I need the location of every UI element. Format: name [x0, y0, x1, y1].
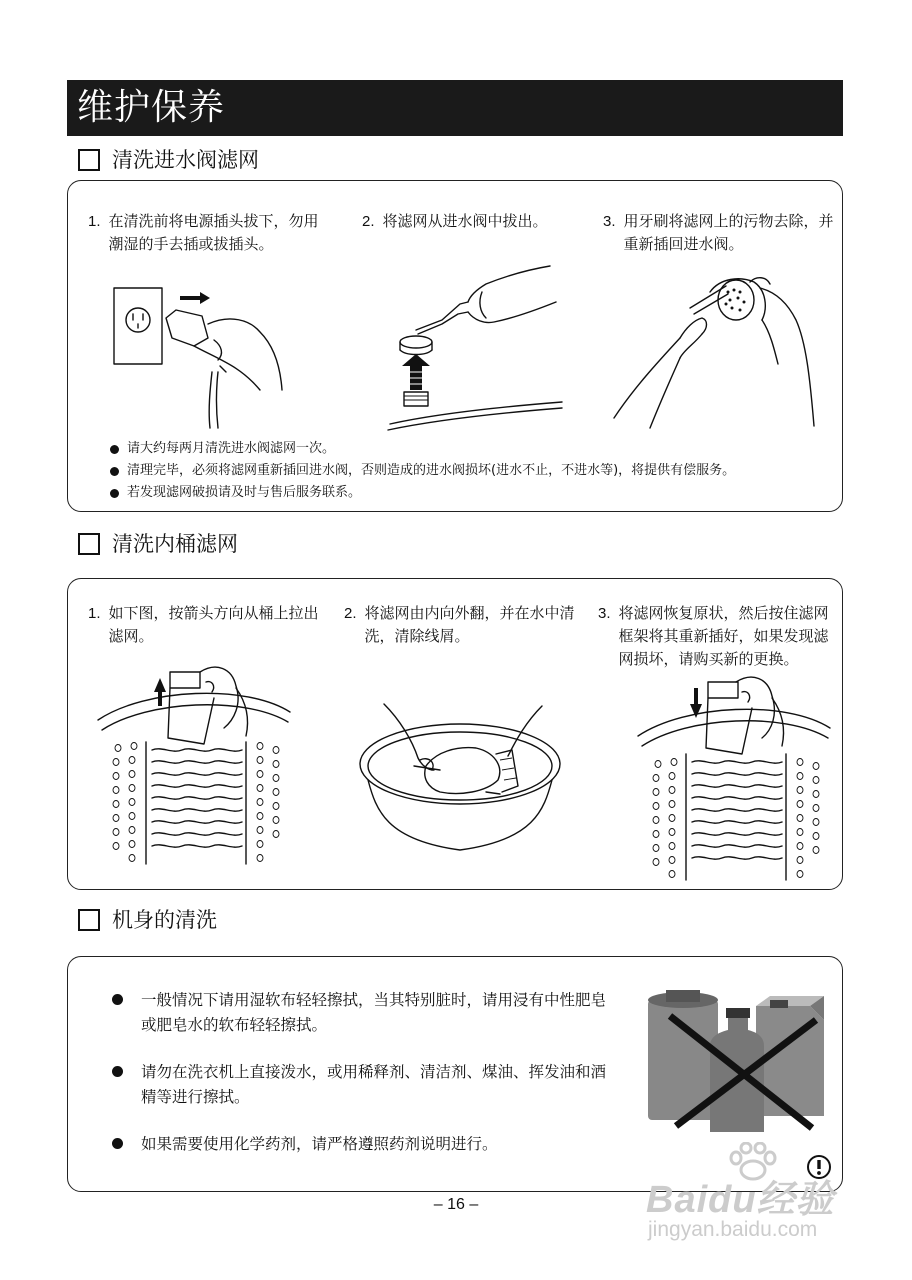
bullet-item: 一般情况下请用湿软布轻轻擦拭，当其特别脏时，请用浸有中性肥皂或肥皂水的软布轻轻擦拭。	[112, 988, 612, 1038]
checkbox-square-icon	[78, 533, 100, 555]
bullet-item: 如果需要使用化学药剂，请严格遵照药剂说明进行。	[112, 1132, 612, 1157]
section-heading-tub-filter	[78, 530, 238, 558]
page-title: 维护保养	[67, 80, 843, 136]
step-2: 2. 将滤网从进水阀中拔出。	[362, 212, 548, 230]
bullet-item: 请勿在洗衣机上直接泼水，或用稀释剂、清洁剂、煤油、挥发油和酒精等进行擦拭。	[112, 1060, 612, 1110]
basin-wash-illustration	[356, 700, 566, 860]
pull-filter-illustration	[386, 262, 566, 432]
checkbox-square-icon	[78, 149, 100, 171]
step-1: 1. 在清洗前将电源插头拔下，勿用潮湿的手去插或拔插头。	[88, 212, 319, 253]
no-chemicals-illustration	[640, 986, 830, 1136]
watermark-brand: Baidu经验	[646, 1179, 835, 1221]
step-1: 1. 如下图，按箭头方向从桶上拉出滤网。	[88, 604, 319, 645]
watermark	[646, 1148, 852, 1246]
checkbox-square-icon	[78, 909, 100, 931]
watermark-url: jingyan.baidu.com	[648, 1218, 818, 1241]
tub-filter-pull-illustration	[96, 658, 292, 870]
section-heading-text: 清洗内桶滤网	[112, 532, 238, 556]
note-item: 若发现滤网破损请及时与售后服务联系。	[110, 482, 361, 504]
unplug-illustration	[110, 280, 290, 430]
note-item: 请大约每两月清洗进水阀滤网一次。	[110, 438, 335, 460]
section-heading-body-cleaning	[78, 906, 217, 934]
section-heading-text: 清洗进水阀滤网	[112, 148, 259, 172]
tub-filter-insert-illustration	[636, 674, 832, 886]
note-item: 清理完毕，必须将滤网重新插回进水阀，否则造成的进水阀损坏(进水不止，不进水等)，将提供有偿服务。	[110, 460, 735, 482]
step-3: 3. 用牙刷将滤网上的污物去除，并重新插回进水阀。	[603, 212, 834, 253]
step-2: 2. 将滤网由内向外翻，并在水中清洗，清除线屑。	[344, 604, 575, 645]
section-heading-inlet-filter	[78, 146, 259, 174]
brush-filter-illustration	[610, 268, 830, 433]
step-3: 3. 将滤网恢复原状，然后按住滤网框架将其重新插好，如果发现滤网损坏，请购买新的更换。	[598, 604, 829, 668]
page-number: – 16 –	[433, 1196, 479, 1213]
section-heading-text: 机身的清洗	[112, 908, 217, 932]
